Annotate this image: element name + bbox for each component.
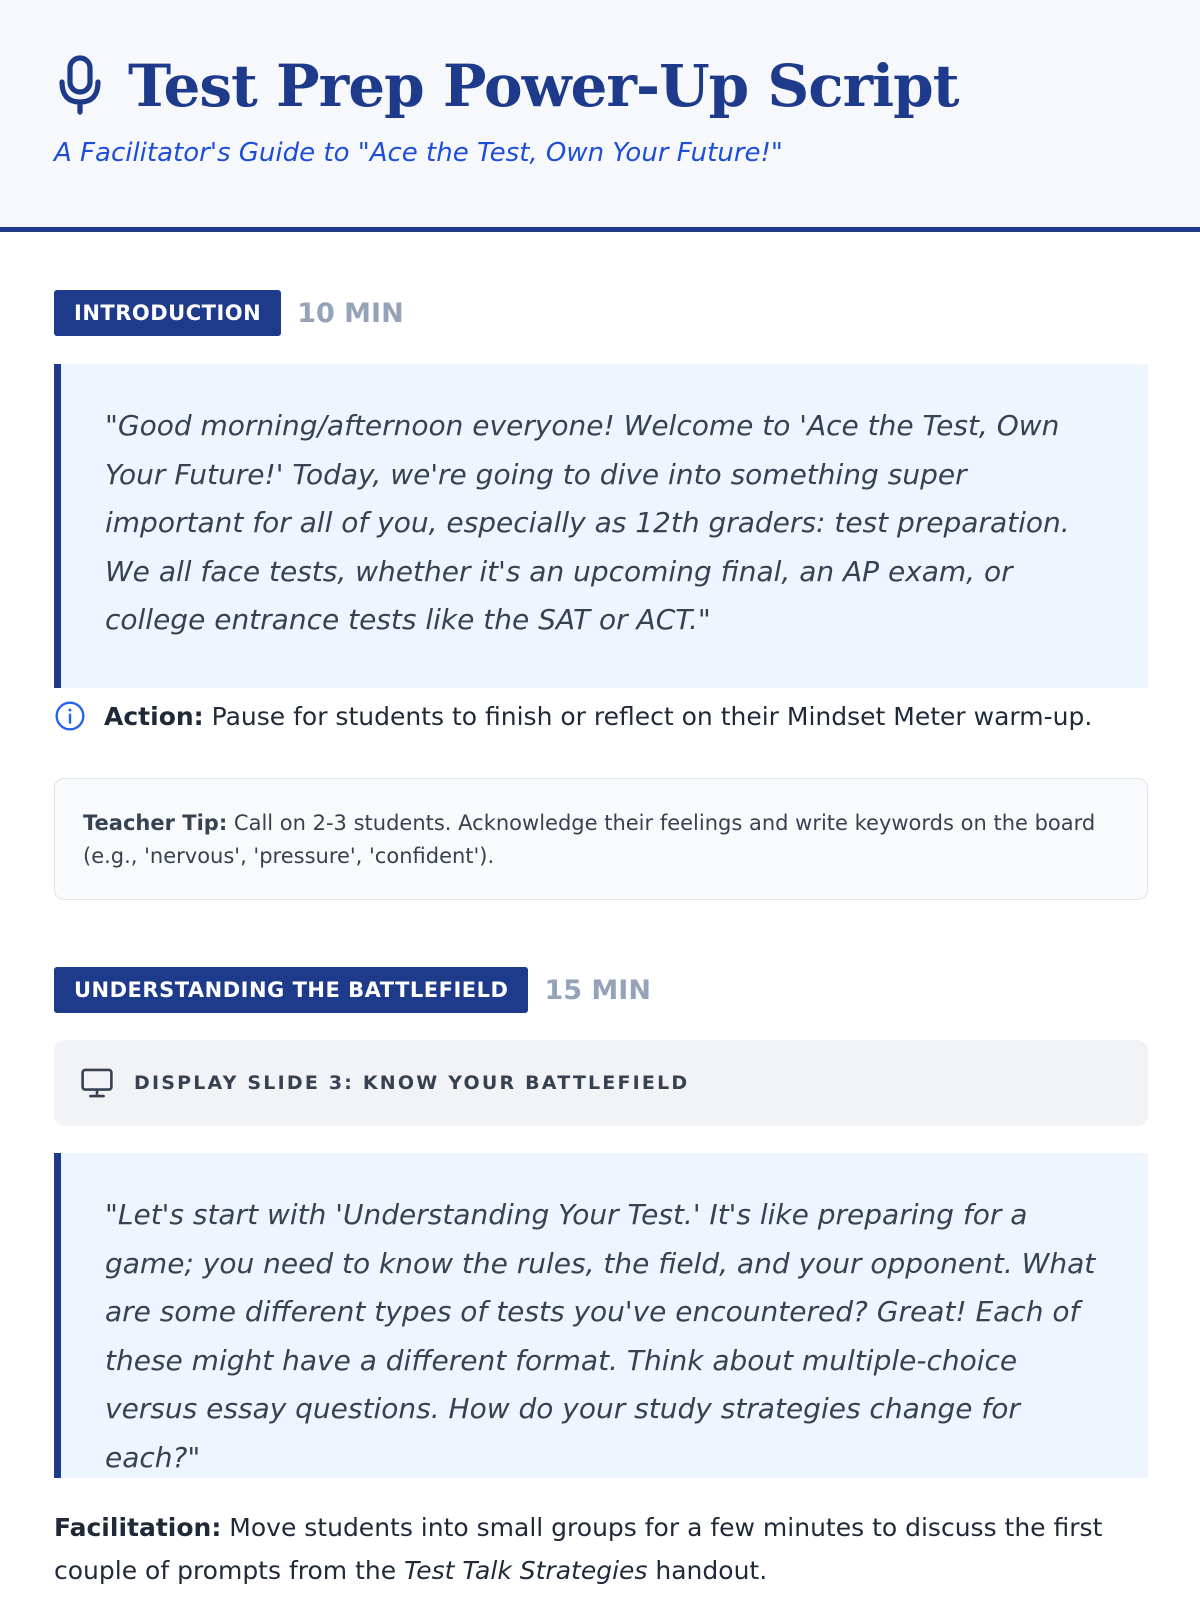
page-subtitle: A Facilitator's Guide to "Ace the Test, Own Your Future!" [54,138,783,168]
facilitation-text-end: handout. [655,1556,768,1585]
tip-text: Call on 2-3 students. Acknowledge their feelings and write keywords on the board (e.g., 'nervous', 'pressure', 'confident'). [83,811,1096,868]
title-row [56,52,959,120]
action-label: Action: [104,701,204,731]
section-tag: INTRODUCTION [54,290,281,336]
teacher-tip-box [54,778,1148,900]
slide-callout [54,1040,1148,1126]
slide-text: DISPLAY SLIDE 3: KNOW YOUR BATTLEFIELD [134,1072,690,1094]
handout-name: Test Talk Strategies [404,1556,648,1585]
section-duration: 15 MIN [544,974,651,1006]
page-header [0,0,1200,232]
microphone-icon [56,54,104,118]
action-text: Pause for students to finish or reflect on their Mindset Meter warm-up. [211,701,1093,731]
page-title: Test Prep Power-Up Script [128,52,959,120]
monitor-icon [80,1067,114,1099]
info-icon [54,700,86,732]
action-note [54,700,1154,732]
facilitation-text: Move students into small groups for a few minutes to discuss the first couple of prompts from the [54,1513,1103,1585]
section-intro-header [54,290,404,336]
script-quote: "Let's start with 'Understanding Your Test.' It's like preparing for a game; you need to know the rules, the field, and your opponent. What are some different types of tests you've encountered? Great! Each of these might have a different format. Think about multiple-choice versus essay questions. How do your study strategies change for each?" [54,1153,1148,1478]
section-battlefield-header [54,967,651,1013]
facilitation-label: Facilitation: [54,1513,222,1542]
facilitation-note [54,1506,1154,1592]
script-quote: "Good morning/afternoon everyone! Welcome to 'Ace the Test, Own Your Future!' Today, we're going to dive into something super important for all of you, especially as 12th graders: test preparation. We all face tests, whether it's an upcoming final, an AP exam, or college entrance tests like the SAT or ACT." [54,364,1148,688]
section-tag: UNDERSTANDING THE BATTLEFIELD [54,967,528,1013]
tip-label: Teacher Tip: [83,811,228,835]
section-duration: 10 MIN [297,297,404,329]
